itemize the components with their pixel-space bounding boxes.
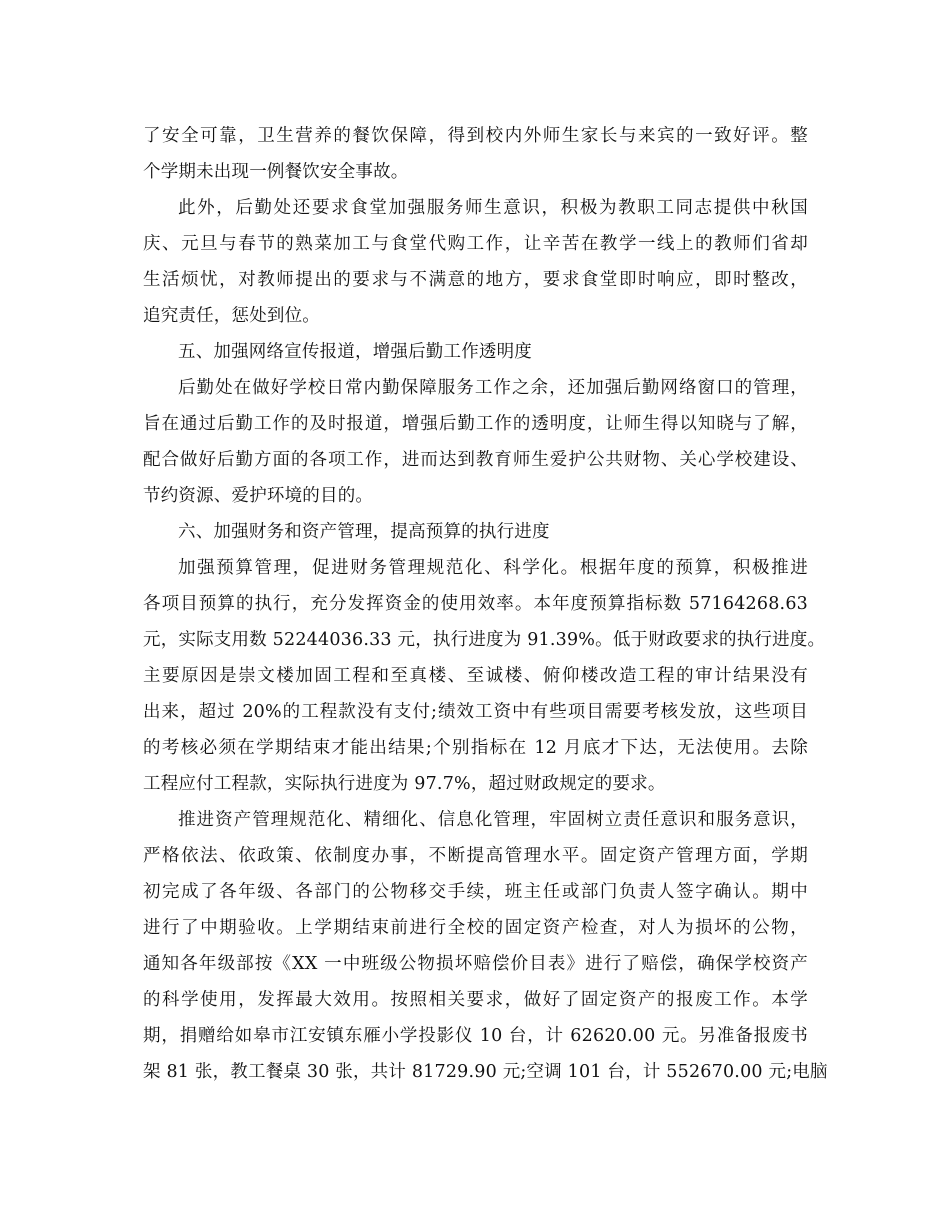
body-text-line: 通知各年级部按《XX 一中班级公物损坏赔偿价目表》进行了赔偿，确保学校资产 bbox=[143, 954, 808, 974]
body-text-line: 了安全可靠，卫生营养的餐饮保障，得到校内外师生家长与来宾的一致好评。整 bbox=[143, 126, 808, 146]
body-text-line: 进行了中期验收。上学期结束前进行全校的固定资产检查，对人为损坏的公物， bbox=[143, 918, 808, 938]
body-text-line: 庆、元旦与春节的熟菜加工与食堂代购工作，让辛苦在教学一线上的教师们省却 bbox=[143, 234, 808, 254]
paragraph-first-line: 后勤处在做好学校日常内勤保障服务工作之余，还加强后勤网络窗口的管理， bbox=[178, 378, 808, 398]
section-heading-6: 六、加强财务和资产管理，提高预算的执行进度 bbox=[178, 522, 550, 542]
body-text-line: 工程应付工程款，实际执行进度为 97.7%，超过财政规定的要求。 bbox=[143, 774, 666, 794]
body-text-line: 严格依法、依政策、依制度办事，不断提高管理水平。固定资产管理方面，学期 bbox=[143, 846, 808, 866]
section-heading-5: 五、加强网络宣传报道，增强后勤工作透明度 bbox=[178, 342, 532, 362]
body-text-line: 个学期未出现一例餐饮安全事故。 bbox=[143, 162, 409, 182]
body-text-line: 各项目预算的执行，充分发挥资金的使用效率。本年度预算指标数 57164268.63 bbox=[143, 594, 808, 614]
body-text-line: 的科学使用，发挥最大效用。按照相关要求，做好了固定资产的报废工作。本学 bbox=[143, 990, 808, 1010]
body-text-line: 的考核必须在学期结束才能出结果;个别指标在 12 月底才下达，无法使用。去除 bbox=[143, 738, 808, 758]
paragraph-first-line: 加强预算管理，促进财务管理规范化、科学化。根据年度的预算，积极推进 bbox=[178, 558, 808, 578]
body-text-line: 元，实际支用数 52244036.33 元，执行进度为 91.39%。低于财政要求的执行进度。 bbox=[143, 630, 826, 650]
body-text-line: 出来，超过 20%的工程款没有支付;绩效工资中有些项目需要考核发放，这些项目 bbox=[143, 702, 808, 722]
paragraph-first-line: 此外，后勤处还要求食堂加强服务师生意识，积极为教职工同志提供中秋国 bbox=[178, 198, 808, 218]
body-text-line: 旨在通过后勤工作的及时报道，增强后勤工作的透明度，让师生得以知晓与了解， bbox=[143, 414, 808, 434]
body-text-line: 初完成了各年级、各部门的公物移交手续，班主任或部门负责人签字确认。期中 bbox=[143, 882, 808, 902]
body-text-line: 架 81 张，教工餐桌 30 张，共计 81729.90 元;空调 101 台，计 552670.00 元;电脑 bbox=[143, 1062, 828, 1082]
body-text-line: 配合做好后勤方面的各项工作，进而达到教育师生爱护公共财物、关心学校建设、 bbox=[143, 450, 808, 470]
document-page bbox=[143, 118, 828, 1090]
body-text-line: 主要原因是崇文楼加固工程和至真楼、至诚楼、俯仰楼改造工程的审计结果没有 bbox=[143, 666, 808, 686]
body-text-line: 生活烦忧，对教师提出的要求与不满意的地方，要求食堂即时响应，即时整改， bbox=[143, 270, 808, 290]
paragraph-first-line: 推进资产管理规范化、精细化、信息化管理，牢固树立责任意识和服务意识， bbox=[178, 810, 808, 830]
body-text-line: 节约资源、爱护环境的目的。 bbox=[143, 486, 374, 506]
body-text-line: 追究责任，惩处到位。 bbox=[143, 306, 320, 326]
body-text-line: 期，捐赠给如皋市江安镇东雁小学投影仪 10 台，计 62620.00 元。另准备报废书 bbox=[143, 1026, 808, 1046]
